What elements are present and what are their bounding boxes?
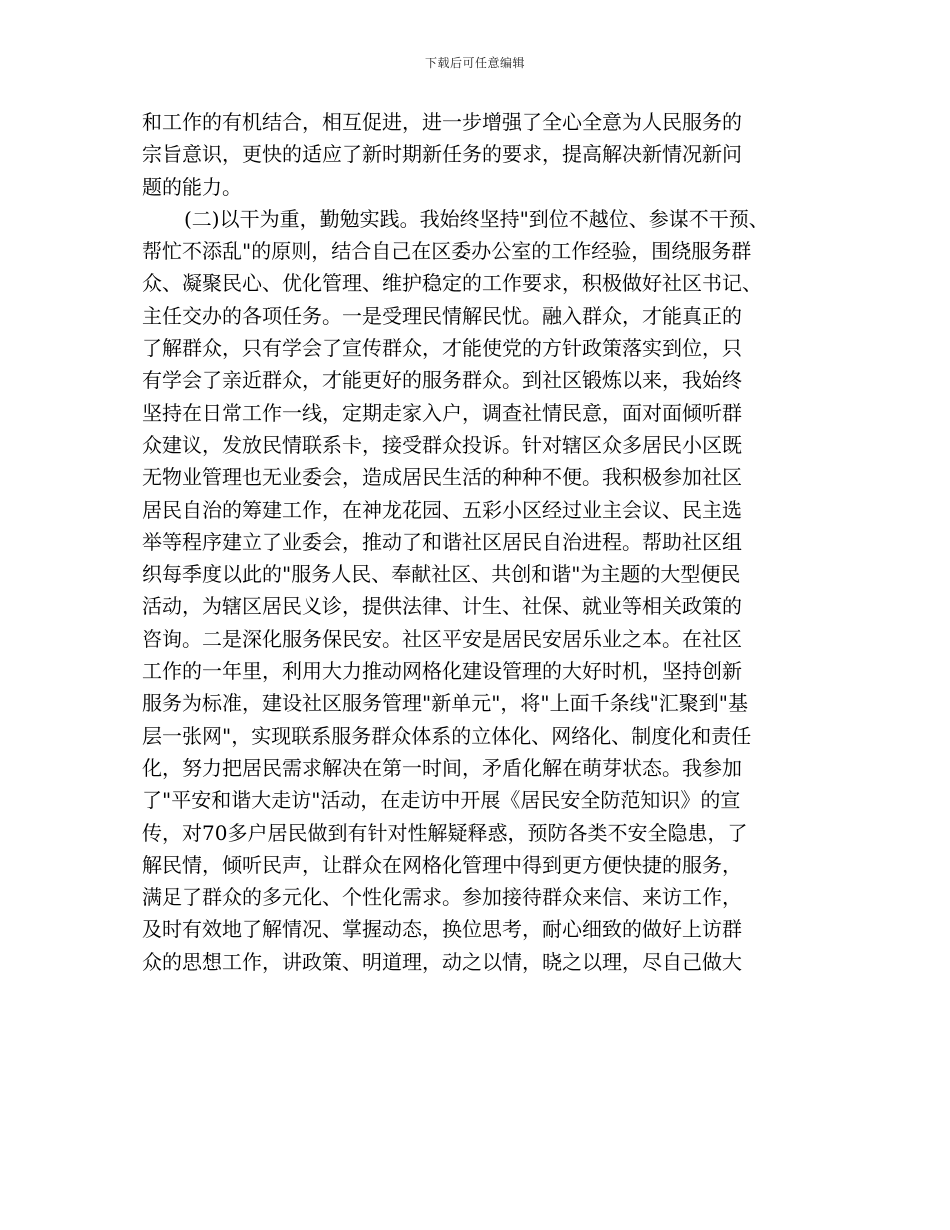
- text-line: 咨询。二是深化服务保民安。社区平安是居民安居乐业之本。在社区: [142, 626, 742, 651]
- text-line: 有学会了亲近群众，才能更好的服务群众。到社区锻炼以来，我始终: [142, 368, 742, 393]
- text-line: 题的能力。: [142, 174, 242, 199]
- text-line: 举等程序建立了业委会，推动了和谐社区居民自治进程。帮助社区组: [142, 529, 742, 554]
- text-line: 帮忙不添乱"的原则，结合自己在区委办公室的工作经验，围绕服务群: [142, 239, 752, 264]
- text-line: 众建议，发放民情联系卡，接受群众投诉。针对辖区众多居民小区既: [142, 432, 742, 457]
- text-line: 无物业管理也无业委会，造成居民生活的种种不便。我积极参加社区: [142, 465, 742, 490]
- text-line: 坚持在日常工作一线，定期走家入户，调查社情民意，面对面倾听群: [142, 400, 742, 425]
- text-line: 解民情，倾听民声，让群众在网格化管理中得到更方便快捷的服务，: [142, 852, 742, 877]
- text-line: 及时有效地了解情况、掌握动态，换位思考，耐心细致的做好上访群: [142, 917, 742, 942]
- document-body: [142, 106, 808, 978]
- text-line: 了解群众，只有学会了宣传群众，才能使党的方针政策落实到位，只: [142, 336, 742, 361]
- text-line: 化，努力把居民需求解决在第一时间，矛盾化解在萌芽状态。我参加: [142, 755, 742, 780]
- page-header: 下载后可任意编辑: [424, 56, 525, 70]
- text-line: 众、凝聚民心、优化管理、维护稳定的工作要求，积极做好社区书记、: [142, 271, 762, 296]
- text-line: 织每季度以此的"服务人民、奉献社区、共创和谐"为主题的大型便民: [142, 562, 741, 587]
- text-line: 工作的一年里，利用大力推动网格化建设管理的大好时机，坚持创新: [142, 659, 742, 684]
- text-line: 众的思想工作，讲政策、明道理，动之以情，晓之以理，尽自己做大: [142, 949, 742, 974]
- text-line: 传，对70多户居民做到有针对性解疑释惑，预防各类不安全隐患，了: [142, 820, 748, 845]
- text-line: 满足了群众的多元化、个性化需求。参加接待群众来信、来访工作，: [142, 885, 742, 910]
- text-line: 和工作的有机结合，相互促进，进一步增强了全心全意为人民服务的: [142, 110, 742, 134]
- paragraph-start-line: (二)以干为重，勤勉实践。我始终坚持"到位不越位、参谋不干预、: [184, 206, 769, 231]
- text-line: 了"平安和谐大走访"活动，在走访中开展《居民安全防范知识》的宣: [142, 788, 741, 813]
- text-line: 主任交办的各项任务。一是受理民情解民忧。融入群众，才能真正的: [142, 303, 742, 328]
- text-line: 居民自治的筹建工作，在神龙花园、五彩小区经过业主会议、民主选: [142, 497, 742, 522]
- text-line: 服务为标准，建设社区服务管理"新单元"，将"上面千条线"汇聚到"基: [142, 691, 748, 716]
- text-line: 活动，为辖区居民义诊，提供法律、计生、社保、就业等相关政策的: [142, 594, 742, 619]
- text-line: 宗旨意识，更快的适应了新时期新任务的要求，提高解决新情况新问: [142, 142, 742, 167]
- text-line: 层一张网"，实现联系服务群众体系的立体化、网络化、制度化和责任: [142, 723, 752, 748]
